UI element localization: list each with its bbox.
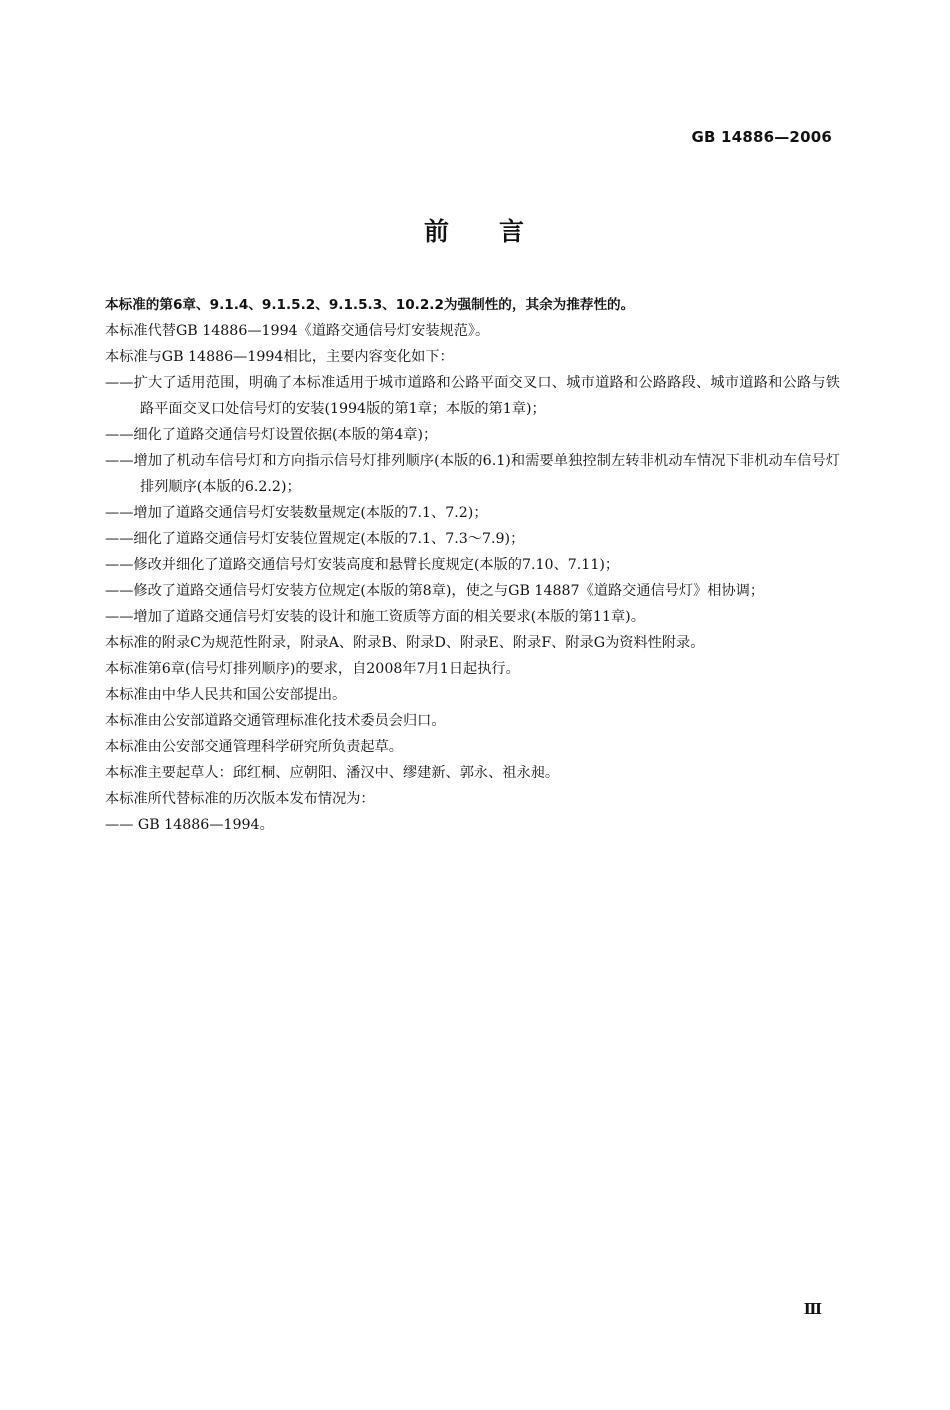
mandatory-clause-statement: 本标准的第6章、9.1.4、9.1.5.2、9.1.5.3、10.2.2为强制性的，其余为推荐性的。 xyxy=(105,297,635,313)
page-number: Ⅲ xyxy=(803,1300,822,1318)
page-title-char-1: 前 xyxy=(423,217,451,246)
history-intro: 本标准所代替标准的历次版本发布情况为： xyxy=(105,791,375,807)
change-item: ——细化了道路交通信号灯安装位置规定(本版的7.1、7.3～7.9)； xyxy=(105,531,525,547)
change-item: ——细化了道路交通信号灯设置依据(本版的第4章)； xyxy=(105,427,438,443)
drafting-unit-statement: 本标准由公安部交通管理科学研究所负责起草。 xyxy=(105,739,403,755)
change-item: ——修改了道路交通信号灯安装方位规定(本版的第8章)，使之与GB 14887《道路交通信号灯》相协调； xyxy=(105,583,765,599)
appendix-statement: 本标准的附录C为规范性附录，附录A、附录B、附录D、附录E、附录F、附录G为资料性附录。 xyxy=(105,635,705,651)
changes-intro: 本标准与GB 14886—1994相比，主要内容变化如下： xyxy=(105,349,454,365)
history-item: —— GB 14886—1994。 xyxy=(105,817,274,833)
foreword-body xyxy=(105,292,840,838)
page-title xyxy=(0,212,950,248)
standard-number: GB 14886—2006 xyxy=(691,128,832,146)
effective-date-statement: 本标准第6章(信号灯排列顺序)的要求，自2008年7月1日起执行。 xyxy=(105,661,520,677)
page-title-char-2: 言 xyxy=(499,217,527,246)
change-item: ——修改并细化了道路交通信号灯安装高度和悬臂长度规定(本版的7.10、7.11)； xyxy=(105,557,620,573)
change-item: ——扩大了适用范围，明确了本标准适用于城市道路和公路平面交叉口、城市道路和公路路段、城市道路和公路与铁路平面交叉口处信号灯的安装(1994版的第1章；本版的第1章)； xyxy=(105,375,840,417)
change-item: ——增加了道路交通信号灯安装数量规定(本版的7.1、7.2)； xyxy=(105,505,488,521)
change-item: ——增加了道路交通信号灯安装的设计和施工资质等方面的相关要求(本版的第11章)。 xyxy=(105,609,645,625)
replacement-statement: 本标准代替GB 14886—1994《道路交通信号灯安装规范》。 xyxy=(105,323,490,339)
change-item: ——增加了机动车信号灯和方向指示信号灯排列顺序(本版的6.1)和需要单独控制左转非机动车情况下非机动车信号灯排列顺序(本版的6.2.2)； xyxy=(105,453,840,495)
administrator-statement: 本标准由公安部道路交通管理标准化技术委员会归口。 xyxy=(105,713,446,729)
drafters-statement: 本标准主要起草人：邱红桐、应朝阳、潘汉中、缪建新、郭永、祖永昶。 xyxy=(105,765,560,781)
proposer-statement: 本标准由中华人民共和国公安部提出。 xyxy=(105,687,347,703)
